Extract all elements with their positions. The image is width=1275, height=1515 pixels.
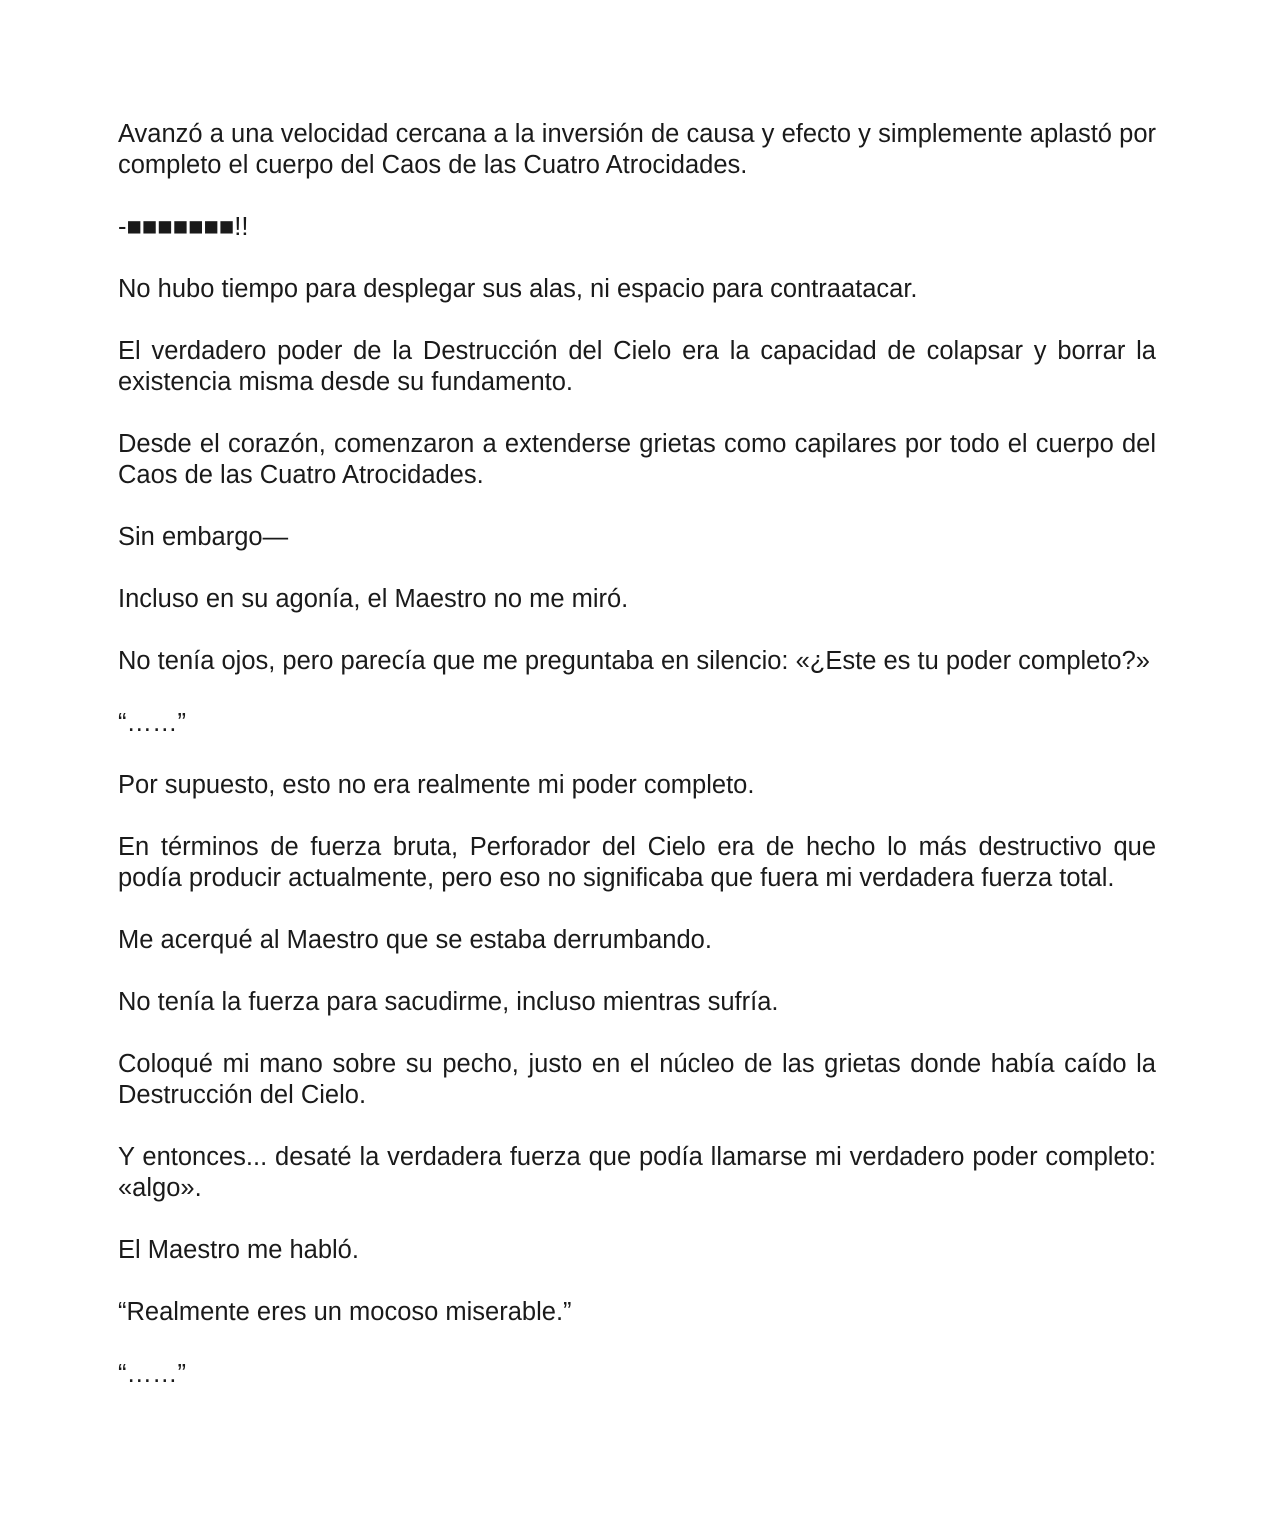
paragraph: En términos de fuerza bruta, Perforador del Cielo era de hecho lo más destructivo que podía producir actualmente, pero eso no significaba que fuera mi verdadera fuerza total. xyxy=(118,833,1156,892)
paragraph: Incluso en su agonía, el Maestro no me miró. xyxy=(118,585,629,613)
paragraph: Me acerqué al Maestro que se estaba derrumbando. xyxy=(118,926,712,954)
paragraph: Y entonces... desaté la verdadera fuerza que podía llamarse mi verdadero poder completo: «algo». xyxy=(118,1143,1156,1202)
paragraph: Por supuesto, esto no era realmente mi poder completo. xyxy=(118,771,755,799)
paragraph: “……” xyxy=(118,709,186,737)
paragraph: No tenía la fuerza para sacudirme, incluso mientras sufría. xyxy=(118,988,779,1016)
paragraph: Desde el corazón, comenzaron a extenderse grietas como capilares por todo el cuerpo del Caos de las Cuatro Atrocidades. xyxy=(118,430,1156,489)
paragraph: “Realmente eres un mocoso miserable.” xyxy=(118,1298,572,1326)
paragraph: Sin embargo— xyxy=(118,523,289,551)
paragraph: Avanzó a una velocidad cercana a la inversión de causa y efecto y simplemente aplastó por completo el cuerpo del Caos de las Cuatro Atrocidades. xyxy=(118,120,1156,179)
paragraph: El verdadero poder de la Destrucción del Cielo era la capacidad de colapsar y borrar la existencia misma desde su fundamento. xyxy=(118,337,1156,396)
paragraph: No hubo tiempo para desplegar sus alas, ni espacio para contraatacar. xyxy=(118,275,918,303)
paragraph: El Maestro me habló. xyxy=(118,1236,359,1264)
paragraph: No tenía ojos, pero parecía que me preguntaba en silencio: «¿Este es tu poder completo?» xyxy=(118,647,1150,675)
paragraph: “……” xyxy=(118,1360,186,1388)
paragraph: -■■■■■■■!! xyxy=(118,213,249,241)
document-page xyxy=(118,119,1156,1421)
paragraph: Coloqué mi mano sobre su pecho, justo en el núcleo de las grietas donde había caído la Destrucción del Cielo. xyxy=(118,1050,1156,1109)
